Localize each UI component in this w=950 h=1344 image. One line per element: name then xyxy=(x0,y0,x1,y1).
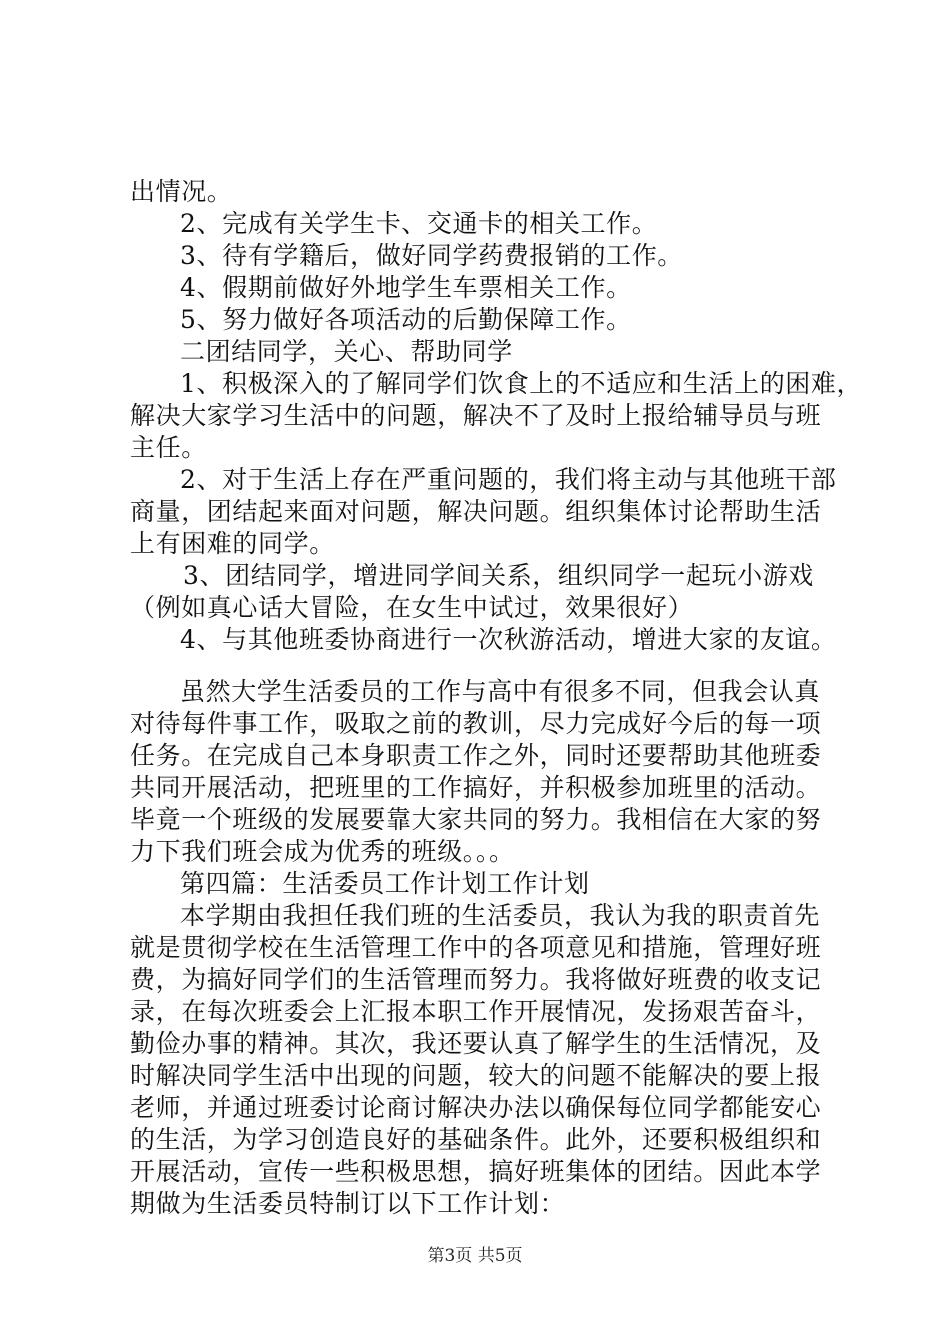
text-line: 出情况。 xyxy=(130,177,233,206)
text-line: 虽然大学生活委员的工作与高中有很多不同，但我会认真 xyxy=(180,677,821,706)
text-line: 主任。 xyxy=(130,433,207,462)
text-line: 录，在每次班委会上汇报本职工作开展情况，发扬艰苦奋斗， xyxy=(130,997,822,1026)
section-heading: 二团结同学，关心、帮助同学 xyxy=(180,337,513,366)
text-line: 商量，团结起来面对问题，解决问题。组织集体讨论帮助生活 xyxy=(130,497,822,526)
text-line: 期做为生活委员特制订以下工作计划： xyxy=(130,1189,566,1218)
text-line: 解决大家学习生活中的问题，解决不了及时上报给辅导员与班 xyxy=(130,401,822,430)
text-line: 时解决同学生活中出现的问题，较大的问题不能解决的要上报 xyxy=(130,1061,822,1090)
text-line: 本学期由我担任我们班的生活委员，我认为我的职责首先 xyxy=(180,901,821,930)
text-line: 5、努力做好各项活动的后勤保障工作。 xyxy=(180,305,632,334)
text-line: 费，为搞好同学们的生活管理而努力。我将做好班费的收支记 xyxy=(130,965,822,994)
section-heading: 第四篇：生活委员工作计划工作计划 xyxy=(180,869,590,898)
text-line: （例如真心话大冒险，在女生中试过，效果很好） xyxy=(130,593,694,622)
text-line: 1、积极深入的了解同学们饮食上的不适应和生活上的困难， xyxy=(180,369,863,398)
text-line: 3、待有学籍后，做好同学药费报销的工作。 xyxy=(180,241,683,270)
text-line: 勤俭办事的精神。其次，我还要认真了解学生的生活情况，及 xyxy=(130,1029,822,1058)
text-line: 上有困难的同学。 xyxy=(130,529,335,558)
text-line: 4、假期前做好外地学生车票相关工作。 xyxy=(180,273,632,302)
page-footer: 第3页 共5页 xyxy=(427,1246,523,1266)
text-line: 4、与其他班委协商进行一次秋游活动，增进大家的友谊。 xyxy=(180,625,837,654)
text-line: 开展活动，宣传一些积极思想，搞好班集体的团结。因此本学 xyxy=(130,1157,822,1186)
text-line: 的生活，为学习创造良好的基础条件。此外，还要积极组织和 xyxy=(130,1125,822,1154)
text-line: 就是贯彻学校在生活管理工作中的各项意见和措施，管理好班 xyxy=(130,933,822,962)
text-line: 共同开展活动，把班里的工作搞好，并积极参加班里的活动。 xyxy=(130,773,822,802)
text-line: 2、完成有关学生卡、交通卡的相关工作。 xyxy=(180,209,658,238)
text-line: 老师，并通过班委讨论商讨解决办法以确保每位同学都能安心 xyxy=(130,1093,822,1122)
text-line: 毕竟一个班级的发展要靠大家共同的努力。我相信在大家的努 xyxy=(130,805,822,834)
text-line: 3、团结同学，增进同学间关系，组织同学一起玩小游戏 xyxy=(183,561,814,590)
text-line: 任务。在完成自己本身职责工作之外，同时还要帮助其他班委 xyxy=(130,741,822,770)
text-line: 力下我们班会成为优秀的班级。。。 xyxy=(130,837,515,866)
text-line: 2、对于生活上存在严重问题的，我们将主动与其他班干部 xyxy=(180,465,837,494)
text-line: 对待每件事工作，吸取之前的教训，尽力完成好今后的每一项 xyxy=(130,709,822,738)
